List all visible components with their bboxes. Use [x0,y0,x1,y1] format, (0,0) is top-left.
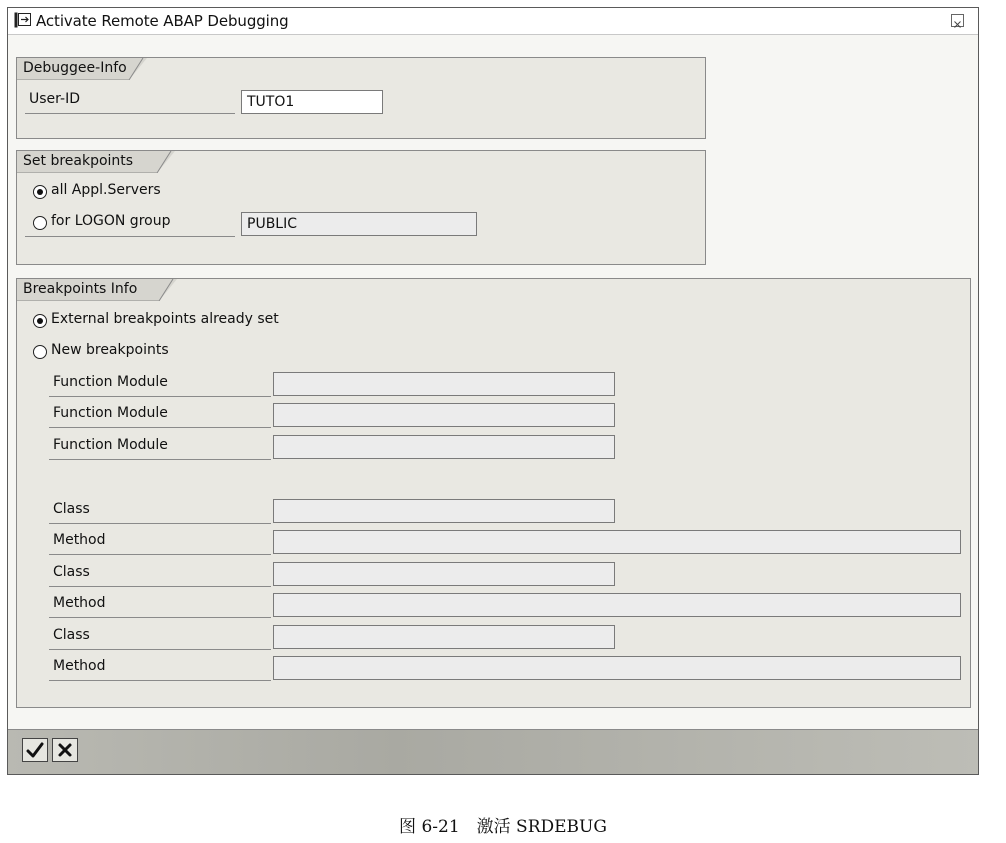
class-label-1: Class [53,501,90,517]
radio-external-breakpoints[interactable] [33,314,47,328]
radio-label-for-logon-group: for LOGON group [51,213,171,229]
group-title-breakpoints-info: Breakpoints Info [23,281,138,297]
label-underline [49,617,271,618]
class-input-1[interactable] [273,499,615,523]
method-label-3: Method [53,658,106,674]
breakpoints-info-group [16,278,971,708]
dialog-content [8,35,978,730]
label-underline [49,649,271,650]
radio-label-external-breakpoints: External breakpoints already set [51,311,279,327]
group-tab [17,279,181,301]
dialog-window [7,7,979,775]
cancel-button[interactable] [52,738,78,762]
label-underline [49,554,271,555]
radio-label-new-breakpoints: New breakpoints [51,342,169,358]
label-underline [49,459,271,460]
close-icon [952,19,963,30]
dialog-title: Activate Remote ABAP Debugging [36,12,289,30]
label-underline [49,523,271,524]
method-label-2: Method [53,595,106,611]
method-input-3[interactable] [273,656,961,680]
label-underline [49,427,271,428]
radio-all-appl-servers[interactable] [33,185,47,199]
confirm-button[interactable] [22,738,48,762]
function-module-label-3: Function Module [53,437,168,453]
radio-new-breakpoints[interactable] [33,345,47,359]
set-breakpoints-group [16,150,706,265]
label-underline [25,236,235,237]
logon-group-input[interactable]: PUBLIC [241,212,477,236]
radio-label-all-appl-servers: all Appl.Servers [51,182,161,198]
user-id-label: User-ID [29,91,80,107]
class-label-2: Class [53,564,90,580]
dialog-icon [14,12,32,28]
function-module-label-2: Function Module [53,405,168,421]
label-underline [49,396,271,397]
function-module-label-1: Function Module [53,374,168,390]
function-module-input-1[interactable] [273,372,615,396]
title-bar [8,8,978,35]
group-title-set-breakpoints: Set breakpoints [23,153,134,169]
group-title-debuggee-info: Debuggee-Info [23,60,127,76]
radio-for-logon-group[interactable] [33,216,47,230]
class-label-3: Class [53,627,90,643]
cross-icon [56,741,74,759]
checkmark-icon [26,741,44,759]
figure-caption: 图 6-21 激活 SRDEBUG [399,817,607,837]
class-input-3[interactable] [273,625,615,649]
label-underline [25,113,235,114]
close-button[interactable] [951,14,964,27]
function-module-input-3[interactable] [273,435,615,459]
user-id-input[interactable]: TUTO1 [241,90,383,114]
method-input-1[interactable] [273,530,961,554]
dialog-footer-toolbar [8,729,978,774]
group-tab [17,58,147,80]
label-underline [49,586,271,587]
method-input-2[interactable] [273,593,961,617]
debuggee-info-group [16,57,706,139]
function-module-input-2[interactable] [273,403,615,427]
method-label-1: Method [53,532,106,548]
label-underline [49,680,271,681]
class-input-2[interactable] [273,562,615,586]
group-tab [17,151,177,173]
